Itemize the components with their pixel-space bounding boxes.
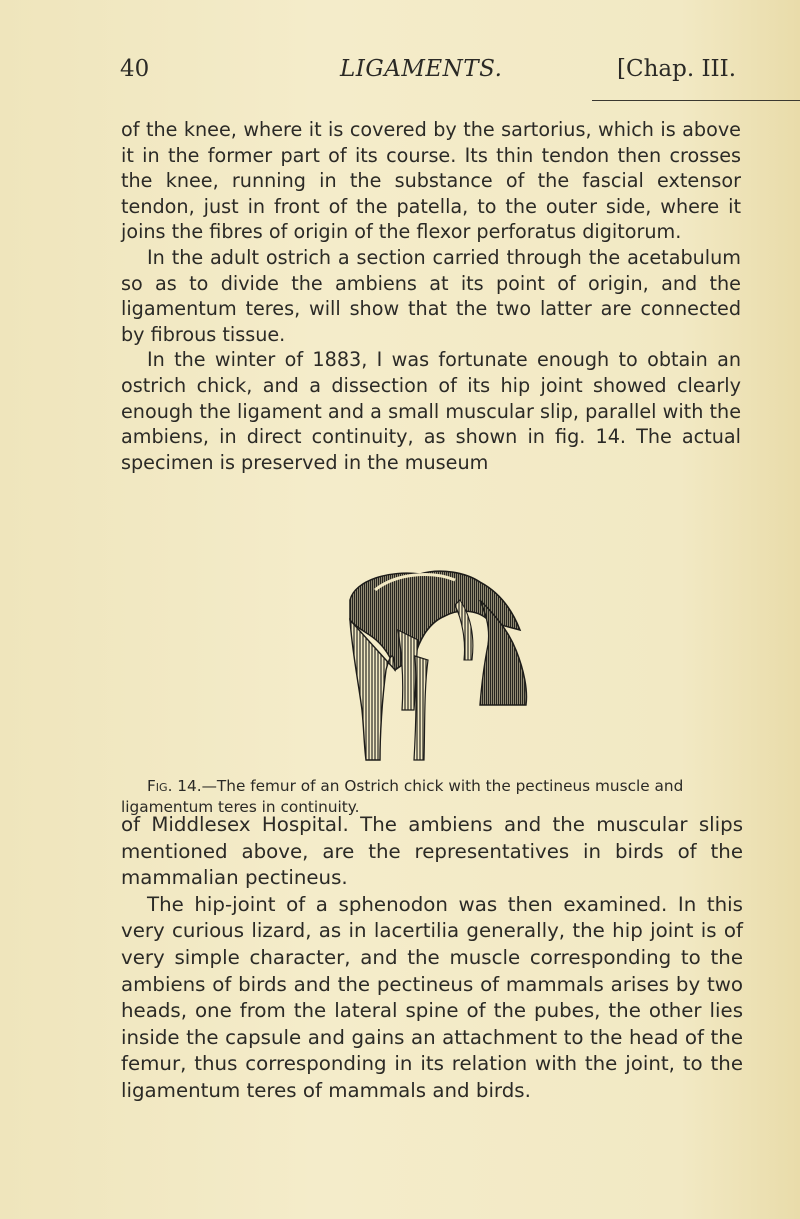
page-number: 40 xyxy=(120,56,150,82)
femur-illustration xyxy=(320,560,560,765)
caption-text: —The femur of an Ostrich chick with the pectineus muscle and ligamentum teres in continuity. xyxy=(121,777,684,816)
paragraph: In the adult ostrich a section carried through the acetabulum so as to divide the ambiens at its point of origin, and the ligamentum teres, will show that the two latter are connected by fibrous tissue. xyxy=(121,245,741,346)
paragraph: In the winter of 1883, I was fortunate enough to obtain an ostrich chick, and a dissection of its hip joint showed clearly enough the ligament and a small muscular slip, parallel with the ambiens, in direct continuity, as shown in fig. 14. The actual specimen is preserved in the museum xyxy=(121,348,741,474)
paragraph: of the knee, where it is covered by the sartorius, which is above it in the former part of its course. Its thin tendon then crosses the knee, running in the substance of the fascial extensor tendon, just in front of the patella, to the outer side, where it joins the fibres of origin of the flexor perforatus digitorum. xyxy=(121,118,741,244)
figure-label: Fig. 14. xyxy=(147,777,202,795)
chapter-reference: [Chap. III. xyxy=(617,56,737,82)
running-head xyxy=(120,56,740,90)
text-block-bottom xyxy=(121,812,743,1105)
text-block-top xyxy=(121,117,741,475)
figure-engraving xyxy=(320,560,560,765)
paragraph: The hip-joint of a sphenodon was then examined. In this very curious lizard, as in lacertilia generally, the hip joint is of very simple character, and the muscle corresponding to the ambiens of birds and the pectineus of mammals arises by two heads, one from the lateral spine of the pubes, the other lies inside the capsule and gains an attachment to the head of the femur, thus corresponding in its relation with the joint, to the ligamentum teres of mammals and birds. xyxy=(121,892,743,1102)
header-rule xyxy=(592,100,800,101)
paragraph: of Middlesex Hospital. The ambiens and the muscular slips mentioned above, are the representatives in birds of the mammalian pectineus. xyxy=(121,813,743,890)
running-title: LIGAMENTS. xyxy=(340,56,503,82)
